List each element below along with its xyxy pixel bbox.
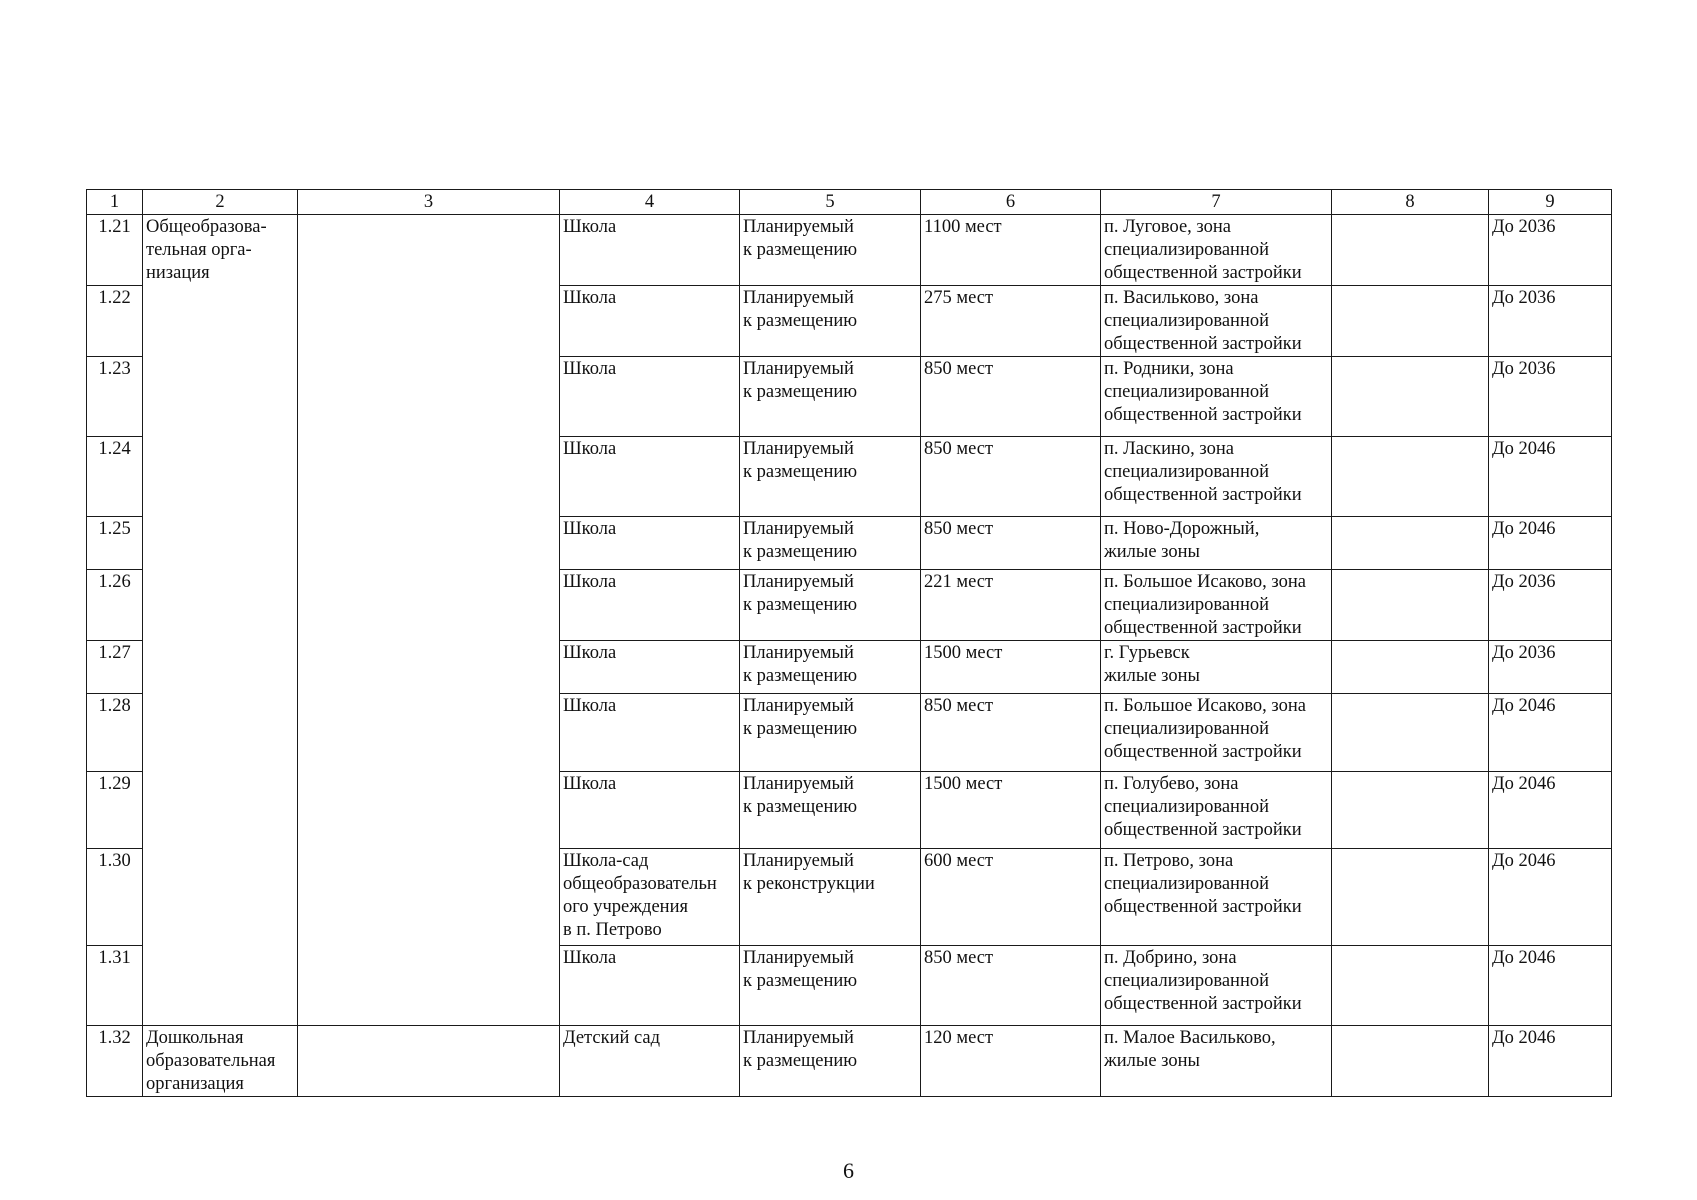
row-number: 1.23 xyxy=(87,357,143,437)
term-cell: До 2036 xyxy=(1489,215,1612,286)
object-name-cell: Школа xyxy=(560,286,740,357)
status-cell: Планируемый к размещению xyxy=(740,357,921,437)
column-8-cell xyxy=(1332,946,1489,1026)
capacity-cell: 850 мест xyxy=(921,357,1101,437)
term-cell: До 2046 xyxy=(1489,1026,1612,1097)
planning-table xyxy=(86,189,1612,1097)
status-cell: Планируемый к размещению xyxy=(740,1026,921,1097)
header-cell: 7 xyxy=(1101,190,1332,215)
location-cell: п. Родники, зона специализированной общественной застройки xyxy=(1101,357,1332,437)
status-cell: Планируемый к размещению xyxy=(740,946,921,1026)
status-cell: Планируемый к размещению xyxy=(740,215,921,286)
status-cell: Планируемый к размещению xyxy=(740,286,921,357)
term-cell: До 2036 xyxy=(1489,641,1612,694)
object-name-cell: Школа xyxy=(560,215,740,286)
status-cell: Планируемый к размещению xyxy=(740,517,921,570)
object-name-cell: Школа xyxy=(560,641,740,694)
table-row xyxy=(87,1026,1612,1097)
row-number: 1.30 xyxy=(87,849,143,946)
object-name-cell: Школа xyxy=(560,772,740,849)
row-number: 1.24 xyxy=(87,437,143,517)
status-cell: Планируемый к размещению xyxy=(740,641,921,694)
row-number: 1.22 xyxy=(87,286,143,357)
capacity-cell: 850 мест xyxy=(921,517,1101,570)
capacity-cell: 275 мест xyxy=(921,286,1101,357)
header-cell: 1 xyxy=(87,190,143,215)
column-8-cell xyxy=(1332,437,1489,517)
header-cell: 9 xyxy=(1489,190,1612,215)
row-number: 1.27 xyxy=(87,641,143,694)
capacity-cell: 850 мест xyxy=(921,437,1101,517)
status-cell: Планируемый к размещению xyxy=(740,694,921,772)
object-name-cell: Школа xyxy=(560,570,740,641)
table-body xyxy=(87,190,1612,1097)
object-name-cell: Школа-сад общеобразовательн ого учреждения в п. Петрово xyxy=(560,849,740,946)
header-cell: 4 xyxy=(560,190,740,215)
table-header-row xyxy=(87,190,1612,215)
location-cell: п. Голубево, зона специализированной общественной застройки xyxy=(1101,772,1332,849)
column-3-cell xyxy=(298,1026,560,1097)
row-number: 1.26 xyxy=(87,570,143,641)
object-name-cell: Школа xyxy=(560,694,740,772)
location-cell: п. Ново-Дорожный, жилые зоны xyxy=(1101,517,1332,570)
term-cell: До 2046 xyxy=(1489,772,1612,849)
location-cell: г. Гурьевск жилые зоны xyxy=(1101,641,1332,694)
row-number: 1.31 xyxy=(87,946,143,1026)
header-cell: 5 xyxy=(740,190,921,215)
capacity-cell: 850 мест xyxy=(921,946,1101,1026)
capacity-cell: 1500 мест xyxy=(921,772,1101,849)
location-cell: п. Петрово, зона специализированной общественной застройки xyxy=(1101,849,1332,946)
capacity-cell: 850 мест xyxy=(921,694,1101,772)
location-cell: п. Луговое, зона специализированной общественной застройки xyxy=(1101,215,1332,286)
row-number: 1.32 xyxy=(87,1026,143,1097)
term-cell: До 2046 xyxy=(1489,694,1612,772)
term-cell: До 2046 xyxy=(1489,437,1612,517)
object-name-cell: Школа xyxy=(560,437,740,517)
location-cell: п. Большое Исаково, зона специализированной общественной застройки xyxy=(1101,694,1332,772)
capacity-cell: 600 мест xyxy=(921,849,1101,946)
column-8-cell xyxy=(1332,357,1489,437)
capacity-cell: 1500 мест xyxy=(921,641,1101,694)
status-cell: Планируемый к размещению xyxy=(740,772,921,849)
location-cell: п. Большое Исаково, зона специализированной общественной застройки xyxy=(1101,570,1332,641)
location-cell: п. Малое Васильково, жилые зоны xyxy=(1101,1026,1332,1097)
page-number: 6 xyxy=(843,1158,854,1183)
object-name-cell: Школа xyxy=(560,517,740,570)
column-8-cell xyxy=(1332,286,1489,357)
term-cell: До 2046 xyxy=(1489,849,1612,946)
group-name-cell: Дошкольная образовательная организация xyxy=(143,1026,298,1097)
location-cell: п. Васильково, зона специализированной общественной застройки xyxy=(1101,286,1332,357)
object-name-cell: Детский сад xyxy=(560,1026,740,1097)
group-name-cell: Общеобразова- тельная орга- низация xyxy=(143,215,298,1026)
row-number: 1.21 xyxy=(87,215,143,286)
capacity-cell: 1100 мест xyxy=(921,215,1101,286)
location-cell: п. Добрино, зона специализированной общественной застройки xyxy=(1101,946,1332,1026)
header-cell: 6 xyxy=(921,190,1101,215)
term-cell: До 2046 xyxy=(1489,517,1612,570)
column-8-cell xyxy=(1332,215,1489,286)
column-8-cell xyxy=(1332,772,1489,849)
term-cell: До 2046 xyxy=(1489,946,1612,1026)
object-name-cell: Школа xyxy=(560,946,740,1026)
term-cell: До 2036 xyxy=(1489,357,1612,437)
object-name-cell: Школа xyxy=(560,357,740,437)
capacity-cell: 120 мест xyxy=(921,1026,1101,1097)
header-cell: 2 xyxy=(143,190,298,215)
column-8-cell xyxy=(1332,517,1489,570)
status-cell: Планируемый к размещению xyxy=(740,570,921,641)
row-number: 1.25 xyxy=(87,517,143,570)
capacity-cell: 221 мест xyxy=(921,570,1101,641)
column-8-cell xyxy=(1332,570,1489,641)
column-8-cell xyxy=(1332,641,1489,694)
status-cell: Планируемый к реконструкции xyxy=(740,849,921,946)
column-8-cell xyxy=(1332,694,1489,772)
column-8-cell xyxy=(1332,1026,1489,1097)
header-cell: 3 xyxy=(298,190,560,215)
column-3-cell xyxy=(298,215,560,1026)
row-number: 1.28 xyxy=(87,694,143,772)
header-cell: 8 xyxy=(1332,190,1489,215)
status-cell: Планируемый к размещению xyxy=(740,437,921,517)
row-number: 1.29 xyxy=(87,772,143,849)
term-cell: До 2036 xyxy=(1489,570,1612,641)
column-8-cell xyxy=(1332,849,1489,946)
table-row xyxy=(87,215,1612,286)
term-cell: До 2036 xyxy=(1489,286,1612,357)
location-cell: п. Ласкино, зона специализированной общественной застройки xyxy=(1101,437,1332,517)
